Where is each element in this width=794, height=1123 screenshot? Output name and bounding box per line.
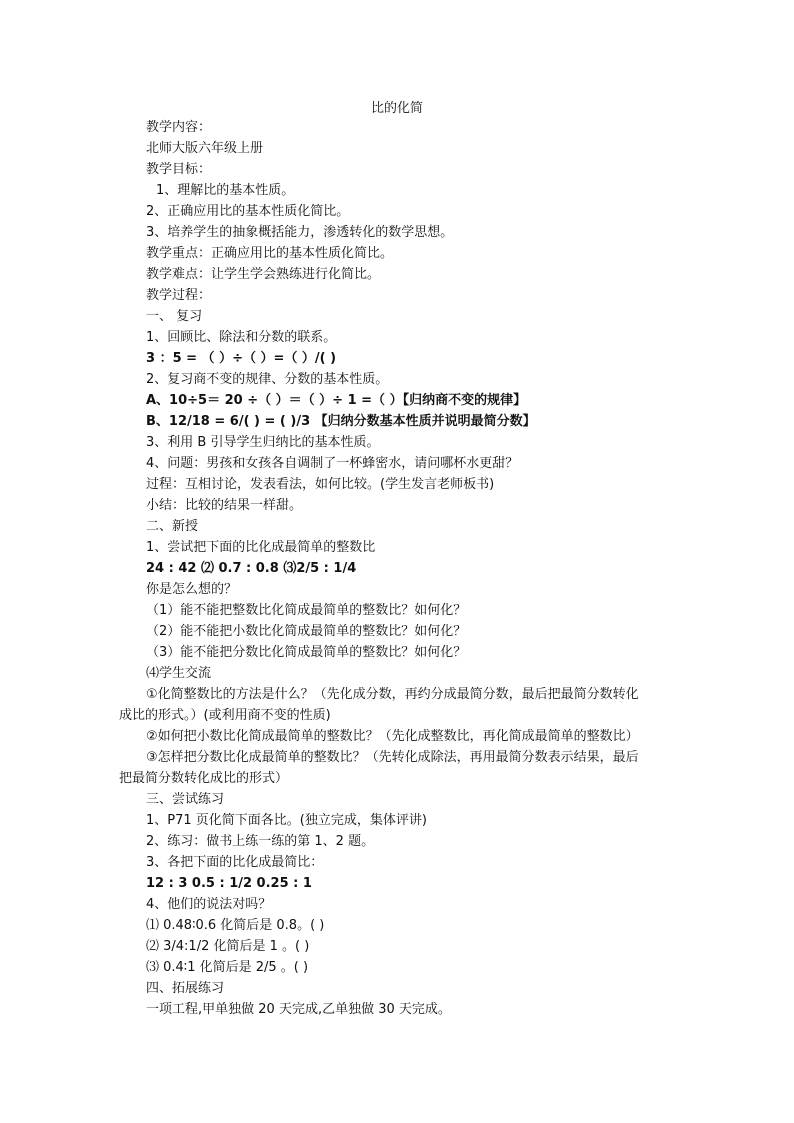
text-line: 教学内容： [146,120,212,135]
text-line: ①化简整数比的方法是什么？（先化成分数，再约分成最简分数，最后把最简分数转化 [146,687,639,702]
text-line: 2、复习商不变的规律、分数的基本性质。 [146,372,389,387]
text-line: 北师大版六年级上册 [146,141,264,156]
text-line: ⑴ 0.48∶0.6 化简后是 0.8。( ) [146,918,325,933]
text-line: 4、他们的说法对吗？ [146,897,272,912]
text-line: 3 ：5 = （ ）÷（ ）=（ ）/( ) [146,351,337,366]
text-line: 教学难点：让学生学会熟练进行化简比。 [146,267,381,282]
text-line: 过程：互相讨论，发表看法，如何比较。(学生发言老师板书) [146,477,495,492]
text-line: 3、各把下面的比化成最简比： [146,855,324,870]
text-line: 你是怎么想的？ [146,582,238,597]
text-line: 把最简分数转化成比的形式） [119,771,289,786]
text-line: 二、新授 [146,519,199,534]
text-line: （1）能不能把整数比化简成最简单的整数比？如何化？ [146,603,467,618]
text-line: 教学过程： [146,288,212,303]
text-line: 3、利用 B 引导学生归纳比的基本性质。 [146,435,380,450]
text-line: ③怎样把分数比化成最简单的整数比？（先转化成除法，再用最简分数表示结果，最后 [146,750,639,765]
text-line: 12 : 3 0.5 : 1/2 0.25 : 1 [146,876,312,891]
text-line: （2）能不能把小数比化简成最简单的整数比？如何化？ [146,624,467,639]
text-line: 1、回顾比、除法和分数的联系。 [146,330,337,345]
text-line: 24 : 42 ⑵ 0.7 : 0.8 ⑶2/5 : 1/4 [146,561,357,576]
text-line: 成比的形式。）(或利用商不变的性质) [119,708,331,723]
text-line: 一项工程,甲单独做 20 天完成,乙单独做 30 天完成。 [146,1002,451,1017]
text-line: 教学目标： [146,162,212,177]
text-line: （3）能不能把分数比化简成最简单的整数比？如何化？ [146,645,467,660]
page-title: 比的化简 [370,101,423,116]
text-line: 一、 复习 [146,309,203,324]
text-line: ⑵ 3/4:1/2 化简后是 1 。( ) [146,939,310,954]
text-line: ⑶ 0.4∶1 化简后是 2/5 。( ) [146,960,309,975]
text-line: 1、P71 页化简下面各比。(独立完成，集体评讲) [146,813,427,828]
text-line: 小结：比较的结果一样甜。 [146,498,303,513]
text-line: ②如何把小数比化简成最简单的整数比？（先化成整数比，再化简成最简单的整数比） [146,729,639,744]
text-line: 2、练习：做书上练一练的第 1、2 题。 [146,834,375,849]
text-line: 1、尝试把下面的比化成最简单的整数比 [146,540,376,555]
text-line: A、10÷5＝ 20 ÷（ ）＝（ ）÷ 1 =（ ）【归纳商不变的规律】 [146,393,527,408]
text-line: 4、问题：男孩和女孩各自调制了一杯蜂密水，请问哪杯水更甜？ [146,456,519,471]
text-line: 2、正确应用比的基本性质化简比。 [146,204,350,219]
text-line: 1、理解比的基本性质。 [156,183,295,198]
text-line: 教学重点：正确应用比的基本性质化简比。 [146,246,394,261]
text-line: B、12/18 = 6/( ) = ( )/3 【归纳分数基本性质并说明最简分数】 [146,414,536,429]
text-line: ⑷学生交流 [146,666,212,681]
text-line: 三、尝试练习 [146,792,225,807]
text-line: 四、拓展练习 [146,981,225,996]
text-line: 3、培养学生的抽象概括能力，渗透转化的数学思想。 [146,225,454,240]
